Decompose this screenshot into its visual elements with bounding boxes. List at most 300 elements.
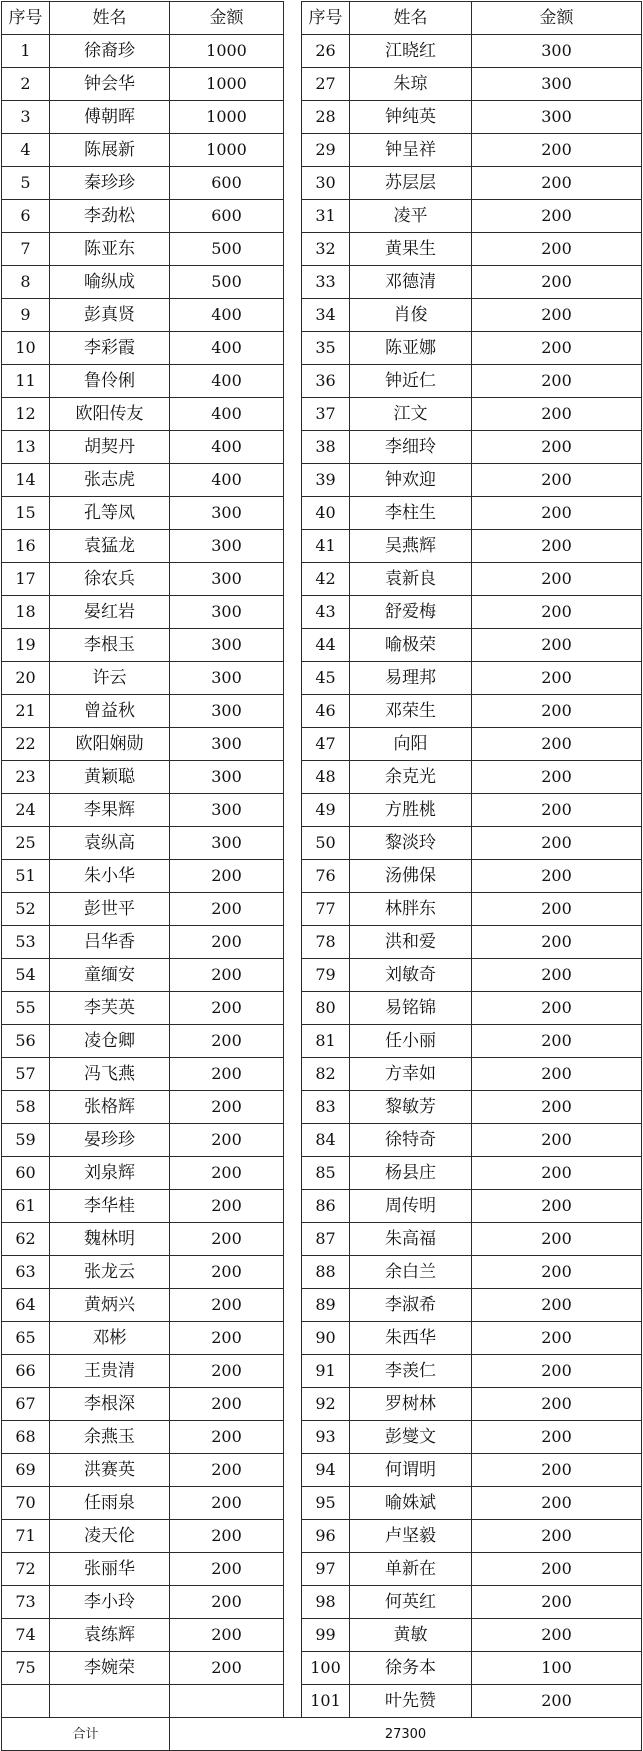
seq-cell: 29 (302, 134, 350, 167)
table-row (2, 827, 642, 860)
seq-cell: 98 (302, 1586, 350, 1619)
name-cell: 江晓红 (350, 35, 472, 68)
name-cell: 张格辉 (50, 1091, 170, 1124)
amount-cell: 200 (472, 1421, 642, 1454)
amount-cell: 400 (170, 299, 284, 332)
amount-cell: 200 (472, 1619, 642, 1652)
table-row (2, 1487, 642, 1520)
seq-cell: 62 (2, 1223, 50, 1256)
table-row (2, 1619, 642, 1652)
amount-cell: 300 (472, 68, 642, 101)
column-gap (284, 1355, 302, 1388)
table-row (2, 497, 642, 530)
amount-cell: 200 (472, 1388, 642, 1421)
seq-cell: 30 (302, 167, 350, 200)
column-gap (284, 1223, 302, 1256)
table-row (2, 1355, 642, 1388)
column-gap (284, 662, 302, 695)
name-cell: 李果辉 (50, 794, 170, 827)
column-gap (284, 101, 302, 134)
amount-cell: 200 (170, 1619, 284, 1652)
column-gap (284, 1454, 302, 1487)
name-cell: 童缅安 (50, 959, 170, 992)
name-cell: 秦珍珍 (50, 167, 170, 200)
seq-cell: 74 (2, 1619, 50, 1652)
amount-cell: 200 (472, 662, 642, 695)
amount-cell: 300 (170, 728, 284, 761)
column-gap (284, 497, 302, 530)
amount-cell: 200 (170, 1586, 284, 1619)
table-row (2, 35, 642, 68)
amount-cell: 200 (472, 629, 642, 662)
seq-cell: 97 (302, 1553, 350, 1586)
amount-cell: 200 (472, 1091, 642, 1124)
seq-cell: 92 (302, 1388, 350, 1421)
column-gap (284, 35, 302, 68)
seq-cell (2, 1685, 50, 1718)
seq-cell: 85 (302, 1157, 350, 1190)
amount-cell: 400 (170, 398, 284, 431)
name-cell: 凌天伦 (50, 1520, 170, 1553)
table-row (2, 1289, 642, 1322)
name-cell: 李彩霞 (50, 332, 170, 365)
amount-cell: 200 (170, 1454, 284, 1487)
amount-cell: 200 (472, 761, 642, 794)
amount-cell: 200 (170, 1157, 284, 1190)
name-cell: 魏林明 (50, 1223, 170, 1256)
name-cell: 邓彬 (50, 1322, 170, 1355)
column-gap (284, 167, 302, 200)
amount-cell: 200 (472, 1322, 642, 1355)
seq-cell: 94 (302, 1454, 350, 1487)
header-seq-left: 序号 (2, 2, 50, 35)
column-gap (284, 761, 302, 794)
name-cell: 鲁伶俐 (50, 365, 170, 398)
amount-cell: 200 (472, 1190, 642, 1223)
amount-cell: 200 (472, 266, 642, 299)
name-cell: 任小丽 (350, 1025, 472, 1058)
name-cell: 李根深 (50, 1388, 170, 1421)
total-row (2, 1718, 642, 1751)
name-cell: 何英红 (350, 1586, 472, 1619)
name-cell: 叶先赞 (350, 1685, 472, 1718)
name-cell: 李劲松 (50, 200, 170, 233)
seq-cell: 38 (302, 431, 350, 464)
seq-cell: 9 (2, 299, 50, 332)
total-label: 合计 (2, 1718, 170, 1751)
seq-cell: 2 (2, 68, 50, 101)
seq-cell: 69 (2, 1454, 50, 1487)
seq-cell: 58 (2, 1091, 50, 1124)
column-gap (284, 926, 302, 959)
name-cell: 钟会华 (50, 68, 170, 101)
name-cell: 余燕玉 (50, 1421, 170, 1454)
name-cell: 罗树林 (350, 1388, 472, 1421)
name-cell: 周传明 (350, 1190, 472, 1223)
header-name-left: 姓名 (50, 2, 170, 35)
table-row (2, 1223, 642, 1256)
header-amount-left: 金额 (170, 2, 284, 35)
amount-cell: 200 (472, 926, 642, 959)
seq-cell: 66 (2, 1355, 50, 1388)
column-gap (284, 1289, 302, 1322)
name-cell: 李婉荣 (50, 1652, 170, 1685)
name-cell: 陈亚娜 (350, 332, 472, 365)
total-value: 27300 (170, 1718, 642, 1751)
name-cell: 李根玉 (50, 629, 170, 662)
table-row (2, 365, 642, 398)
table-row (2, 101, 642, 134)
amount-cell: 400 (170, 365, 284, 398)
amount-cell: 200 (472, 992, 642, 1025)
column-gap (284, 233, 302, 266)
seq-cell: 42 (302, 563, 350, 596)
name-cell: 袁新良 (350, 563, 472, 596)
column-gap (284, 464, 302, 497)
amount-cell: 300 (472, 35, 642, 68)
column-gap (284, 68, 302, 101)
table-row (2, 68, 642, 101)
name-cell: 喻极荣 (350, 629, 472, 662)
name-cell: 袁猛龙 (50, 530, 170, 563)
name-cell: 汤佛保 (350, 860, 472, 893)
amount-cell: 200 (472, 365, 642, 398)
amount-cell: 200 (170, 1124, 284, 1157)
table-row (2, 1652, 642, 1685)
name-cell: 张龙云 (50, 1256, 170, 1289)
column-gap (284, 1388, 302, 1421)
seq-cell: 88 (302, 1256, 350, 1289)
name-cell: 余克光 (350, 761, 472, 794)
amount-cell: 200 (170, 1322, 284, 1355)
seq-cell: 10 (2, 332, 50, 365)
column-gap (284, 1685, 302, 1718)
column-gap (284, 1652, 302, 1685)
amount-cell: 200 (472, 1520, 642, 1553)
table-row (2, 200, 642, 233)
seq-cell: 73 (2, 1586, 50, 1619)
amount-cell: 200 (170, 1091, 284, 1124)
name-cell: 李羡仁 (350, 1355, 472, 1388)
name-cell: 林胖东 (350, 893, 472, 926)
amount-cell: 200 (472, 167, 642, 200)
table-row (2, 1520, 642, 1553)
name-cell: 洪和爱 (350, 926, 472, 959)
column-gap (284, 695, 302, 728)
name-cell: 钟欢迎 (350, 464, 472, 497)
seq-cell: 51 (2, 860, 50, 893)
seq-cell: 60 (2, 1157, 50, 1190)
table-row (2, 959, 642, 992)
name-cell: 凌平 (350, 200, 472, 233)
column-gap (284, 1058, 302, 1091)
header-seq-right: 序号 (302, 2, 350, 35)
table-row (2, 992, 642, 1025)
name-cell: 冯飞燕 (50, 1058, 170, 1091)
amount-cell: 200 (472, 431, 642, 464)
seq-cell: 70 (2, 1487, 50, 1520)
name-cell: 徐特奇 (350, 1124, 472, 1157)
seq-cell: 64 (2, 1289, 50, 1322)
name-cell: 彭世平 (50, 893, 170, 926)
name-cell: 李柱生 (350, 497, 472, 530)
amount-cell: 200 (170, 1058, 284, 1091)
name-cell: 陈亚东 (50, 233, 170, 266)
seq-cell: 12 (2, 398, 50, 431)
column-gap (284, 959, 302, 992)
amount-cell: 1000 (170, 35, 284, 68)
seq-cell: 54 (2, 959, 50, 992)
name-cell: 刘泉辉 (50, 1157, 170, 1190)
name-cell: 曾益秋 (50, 695, 170, 728)
name-cell: 舒爱梅 (350, 596, 472, 629)
name-cell: 易铭锦 (350, 992, 472, 1025)
seq-cell: 81 (302, 1025, 350, 1058)
amount-cell: 200 (170, 1388, 284, 1421)
seq-cell: 57 (2, 1058, 50, 1091)
seq-cell: 84 (302, 1124, 350, 1157)
column-gap (284, 563, 302, 596)
seq-cell: 22 (2, 728, 50, 761)
table-row (2, 1025, 642, 1058)
name-cell: 朱小华 (50, 860, 170, 893)
name-cell: 任雨泉 (50, 1487, 170, 1520)
table-row (2, 1256, 642, 1289)
seq-cell: 76 (302, 860, 350, 893)
name-cell: 欧阳娴勋 (50, 728, 170, 761)
seq-cell: 90 (302, 1322, 350, 1355)
seq-cell: 72 (2, 1553, 50, 1586)
column-gap (284, 1124, 302, 1157)
table-row (2, 266, 642, 299)
name-cell: 苏层层 (350, 167, 472, 200)
seq-cell: 40 (302, 497, 350, 530)
name-cell: 江文 (350, 398, 472, 431)
amount-cell: 200 (472, 1685, 642, 1718)
name-cell: 胡契丹 (50, 431, 170, 464)
seq-cell: 19 (2, 629, 50, 662)
amount-cell: 200 (472, 1586, 642, 1619)
column-gap (284, 1586, 302, 1619)
seq-cell: 3 (2, 101, 50, 134)
table-row (2, 1388, 642, 1421)
seq-cell: 13 (2, 431, 50, 464)
table-row (2, 134, 642, 167)
seq-cell: 8 (2, 266, 50, 299)
name-cell: 杨县庄 (350, 1157, 472, 1190)
column-gap (284, 1190, 302, 1223)
amount-cell: 200 (472, 530, 642, 563)
seq-cell: 75 (2, 1652, 50, 1685)
amount-cell: 300 (170, 761, 284, 794)
name-cell: 李芙英 (50, 992, 170, 1025)
seq-cell: 43 (302, 596, 350, 629)
table-row (2, 1190, 642, 1223)
amount-cell: 300 (170, 662, 284, 695)
name-cell: 黄颖聪 (50, 761, 170, 794)
table-row (2, 860, 642, 893)
amount-cell: 500 (170, 266, 284, 299)
amount-cell: 200 (472, 596, 642, 629)
table-row (2, 761, 642, 794)
name-cell: 李小玲 (50, 1586, 170, 1619)
seq-cell: 39 (302, 464, 350, 497)
name-cell: 李华桂 (50, 1190, 170, 1223)
name-cell: 钟纯英 (350, 101, 472, 134)
name-cell: 晏珍珍 (50, 1124, 170, 1157)
name-cell: 喻纵成 (50, 266, 170, 299)
seq-cell: 63 (2, 1256, 50, 1289)
seq-cell: 96 (302, 1520, 350, 1553)
seq-cell: 21 (2, 695, 50, 728)
column-gap (284, 200, 302, 233)
amount-cell: 400 (170, 464, 284, 497)
seq-cell: 101 (302, 1685, 350, 1718)
seq-cell: 87 (302, 1223, 350, 1256)
seq-cell: 56 (2, 1025, 50, 1058)
seq-cell: 89 (302, 1289, 350, 1322)
amount-cell: 200 (170, 1487, 284, 1520)
table-row (2, 1553, 642, 1586)
amount-cell: 1000 (170, 134, 284, 167)
name-cell: 彭真贤 (50, 299, 170, 332)
seq-cell: 26 (302, 35, 350, 68)
seq-cell: 17 (2, 563, 50, 596)
table-row (2, 1685, 642, 1718)
name-cell: 钟呈祥 (350, 134, 472, 167)
name-cell: 彭燮文 (350, 1421, 472, 1454)
amount-cell: 200 (472, 794, 642, 827)
seq-cell: 68 (2, 1421, 50, 1454)
column-gap (284, 431, 302, 464)
name-cell: 孔等凤 (50, 497, 170, 530)
column-gap (284, 1553, 302, 1586)
column-gap (284, 1421, 302, 1454)
name-cell: 朱琼 (350, 68, 472, 101)
column-gap (284, 794, 302, 827)
amount-cell: 200 (472, 1058, 642, 1091)
table-row (2, 167, 642, 200)
header-amount-right: 金额 (472, 2, 642, 35)
column-gap (284, 1322, 302, 1355)
amount-cell (170, 1685, 284, 1718)
amount-cell: 100 (472, 1652, 642, 1685)
amount-cell: 200 (170, 1355, 284, 1388)
seq-cell: 6 (2, 200, 50, 233)
seq-cell: 83 (302, 1091, 350, 1124)
name-cell: 许云 (50, 662, 170, 695)
table-row (2, 1157, 642, 1190)
amount-cell: 300 (170, 530, 284, 563)
amount-cell: 200 (472, 1157, 642, 1190)
table-row (2, 464, 642, 497)
header-row (2, 2, 642, 35)
name-cell: 袁练辉 (50, 1619, 170, 1652)
seq-cell: 99 (302, 1619, 350, 1652)
amount-cell: 300 (170, 695, 284, 728)
seq-cell: 27 (302, 68, 350, 101)
amount-cell: 200 (472, 1553, 642, 1586)
amount-cell: 200 (472, 464, 642, 497)
seq-cell: 28 (302, 101, 350, 134)
seq-cell: 16 (2, 530, 50, 563)
name-cell: 黄敏 (350, 1619, 472, 1652)
column-gap (284, 1487, 302, 1520)
seq-cell: 25 (2, 827, 50, 860)
table-row (2, 1091, 642, 1124)
column-gap (284, 1520, 302, 1553)
name-cell: 黄炳兴 (50, 1289, 170, 1322)
seq-cell: 46 (302, 695, 350, 728)
amount-cell: 200 (170, 992, 284, 1025)
name-cell (50, 1685, 170, 1718)
seq-cell: 31 (302, 200, 350, 233)
seq-cell: 71 (2, 1520, 50, 1553)
amount-cell: 300 (170, 596, 284, 629)
seq-cell: 55 (2, 992, 50, 1025)
header-name-right: 姓名 (350, 2, 472, 35)
column-gap (284, 1256, 302, 1289)
amount-cell: 300 (170, 497, 284, 530)
name-cell: 卢坚毅 (350, 1520, 472, 1553)
table-body (2, 2, 642, 1751)
amount-cell: 200 (170, 1025, 284, 1058)
amount-cell: 200 (472, 1025, 642, 1058)
seq-cell: 14 (2, 464, 50, 497)
amount-cell: 200 (472, 1454, 642, 1487)
seq-cell: 36 (302, 365, 350, 398)
amount-cell: 200 (170, 959, 284, 992)
table-row (2, 926, 642, 959)
name-cell: 方幸如 (350, 1058, 472, 1091)
amount-cell: 400 (170, 431, 284, 464)
seq-cell: 1 (2, 35, 50, 68)
column-gap (284, 860, 302, 893)
amount-cell: 200 (472, 563, 642, 596)
seq-cell: 47 (302, 728, 350, 761)
seq-cell: 23 (2, 761, 50, 794)
seq-cell: 48 (302, 761, 350, 794)
name-cell: 袁纵高 (50, 827, 170, 860)
name-cell: 黎敏芳 (350, 1091, 472, 1124)
seq-cell: 5 (2, 167, 50, 200)
column-gap (284, 1619, 302, 1652)
table-row (2, 299, 642, 332)
seq-cell: 41 (302, 530, 350, 563)
seq-cell: 4 (2, 134, 50, 167)
amount-cell: 200 (170, 1256, 284, 1289)
name-cell: 朱高福 (350, 1223, 472, 1256)
amount-cell: 200 (170, 1289, 284, 1322)
seq-cell: 93 (302, 1421, 350, 1454)
amount-cell: 200 (170, 1223, 284, 1256)
seq-cell: 15 (2, 497, 50, 530)
amount-cell: 200 (472, 1124, 642, 1157)
table-row (2, 530, 642, 563)
column-gap (284, 827, 302, 860)
column-gap (284, 992, 302, 1025)
name-cell: 傅朝晖 (50, 101, 170, 134)
seq-cell: 86 (302, 1190, 350, 1223)
seq-cell: 44 (302, 629, 350, 662)
name-cell: 朱西华 (350, 1322, 472, 1355)
seq-cell: 53 (2, 926, 50, 959)
seq-cell: 50 (302, 827, 350, 860)
column-gap (284, 266, 302, 299)
amount-cell: 200 (472, 860, 642, 893)
amount-cell: 1000 (170, 68, 284, 101)
table-row (2, 431, 642, 464)
